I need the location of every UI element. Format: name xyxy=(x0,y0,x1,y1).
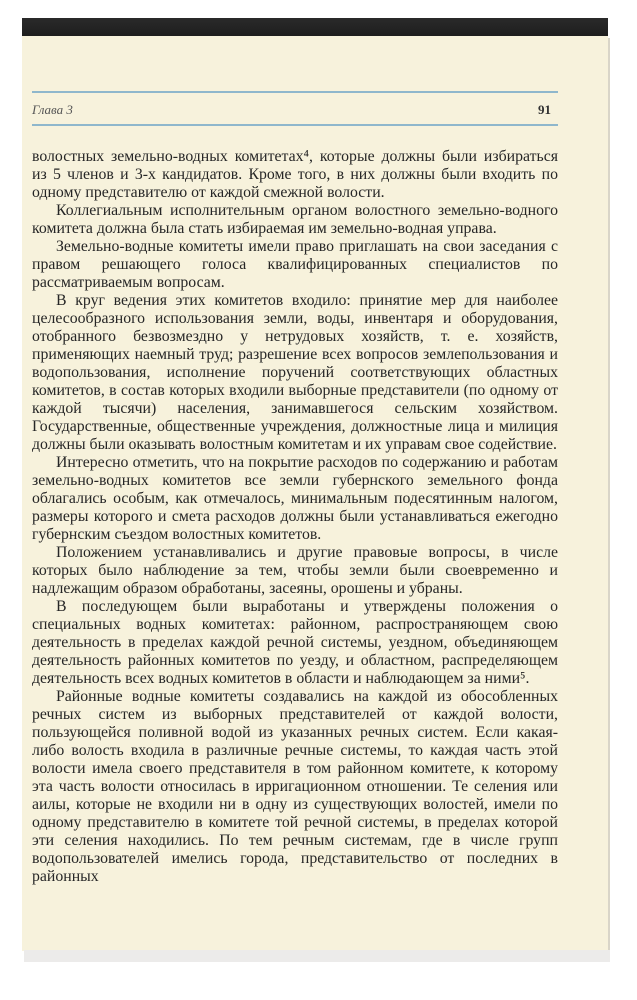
paragraph: В последующем были выработаны и утверждены положения о специальных водных комитетах: районном, распространяющем свою деятельность в пределах каждой речной системы, уездном, объединяющем деятельность районных комитетов по уезду, и областном, распределяющем деятельность всех водных комитетов в области и наблюдающем за ними⁵. xyxy=(32,598,558,687)
paragraph: Интересно отметить, что на покрытие расходов по содержанию и работам земельно-водных комитетов все земли губернского земельного фонда облагались особым, как отмечалось, минимальным подесятинным налогом, размеры которого и смета расходов должны были устанавливаться ежегодно губернским съездом волостных комитетов. xyxy=(32,454,558,543)
running-head-chapter: Глава 3 xyxy=(32,102,73,117)
paragraph: Районные водные комитеты создавались на каждой из обособленных речных систем из выборных представителей от каждой волости, пользующейся поливной водой из указанных речных систем. Если какая-либо волость входила в различные речные системы, то каждая часть этой волости имела своего представителя в том районном комитете, к которому эта часть волости относилась в ирригационном отношении. Те селения или аилы, которые не входили ни в одну из существующих волостей, имели по одному представителю в комитете той речной системы, в пределах которой эти селения находились. По тем речным системам, где в числе групп водопользователей имелись города, представительство от последних в районных xyxy=(32,688,558,885)
paragraph: Положением устанавливались и другие правовые вопросы, в числе которых было наблюдение за тем, чтобы земли были своевременно и надлежащим образом обработаны, засеяны, орошены и убраны. xyxy=(32,544,558,597)
header-rule-top xyxy=(32,91,558,93)
page-number: 91 xyxy=(538,102,551,117)
header-rule-bottom xyxy=(32,124,558,126)
paragraph: Земельно-водные комитеты имели право приглашать на свои заседания с правом решающего голоса квалифицированных специалистов по рассматриваемым вопросам. xyxy=(32,238,558,291)
paragraph: В круг ведения этих комитетов входило: принятие мер для наиболее целесообразного использования земли, воды, инвентаря и оборудования, отобранного безвозмездно у нетрудовых хозяйств, т. е. хозяйств, применяющих наемный труд; разрешение всех вопросов землепользования и водопользования, исполнение поручений соответствующих областных комитетов, в состав которых входили выборные представители (по одному от каждой тысячи) населения, занимавшегося сельским хозяйством. Государственные, общественные учреждения, должностные лица и милиция должны были оказывать волостным комитетам и их управам свое содействие. xyxy=(32,292,558,453)
body-text xyxy=(32,148,558,886)
page-shadow xyxy=(24,950,610,962)
paragraph: волостных земельно-водных комитетах⁴, которые должны были избираться из 5 членов и 3-х кандидатов. Кроме того, в них должны были входить по одному представителю от каждой смежной волости. xyxy=(32,148,558,201)
paragraph: Коллегиальным исполнительным органом волостного земельно-водного комитета должна была стать избираемая им земельно-водная управа. xyxy=(32,202,558,237)
